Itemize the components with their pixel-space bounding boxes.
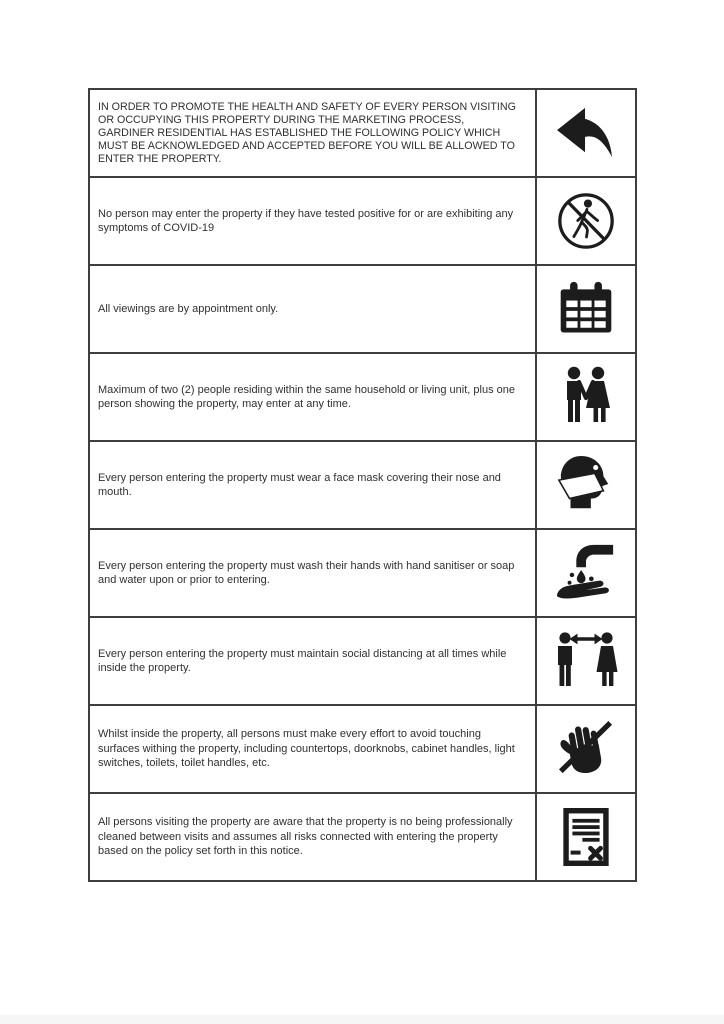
face-mask-icon <box>555 454 617 516</box>
policy-icon-cell <box>535 178 635 264</box>
hand-wash-icon <box>555 542 617 604</box>
policy-rule-text: Every person entering the property must wear a face mask covering their nose and mouth. <box>98 471 501 498</box>
policy-icon-cell <box>535 266 635 352</box>
policy-row-risk-notice <box>90 794 635 880</box>
policy-rule-text: All viewings are by appointment only. <box>98 302 279 315</box>
policy-icon-cell <box>535 442 635 528</box>
policy-row-appointments <box>90 266 635 354</box>
policy-rule-text: Whilst inside the property, all persons must make every effort to avoid touching surfaces withing the property, including countertops, doorknobs, cabinet handles, light switches, toilets, toilet handles, etc. <box>98 728 515 770</box>
policy-icon-cell <box>535 794 635 880</box>
calendar-icon <box>556 278 616 340</box>
no-touch-icon <box>555 718 617 780</box>
no-entry-walking-icon <box>555 190 617 252</box>
policy-row-no-touching <box>90 706 635 794</box>
policy-icon-cell <box>535 354 635 440</box>
policy-icon-cell <box>535 706 635 792</box>
policy-rule-text: Every person entering the property must maintain social distancing at all times while inside the property. <box>98 647 507 674</box>
policy-rule-text: Maximum of two (2) people residing within the same household or living unit, plus one person showing the property, may enter at any time. <box>98 383 515 410</box>
policy-icon-cell <box>535 618 635 704</box>
policy-row-intro <box>90 90 635 178</box>
policy-rule-text: All persons visiting the property are aware that the property is no being professionally cleaned between visits and assumes all risks connected with entering the property based on the policy set forth in this notice. <box>98 816 513 858</box>
policy-row-no-entry <box>90 178 635 266</box>
covid-policy-table <box>88 88 637 882</box>
policy-row-social-distancing <box>90 618 635 706</box>
policy-row-face-mask <box>90 442 635 530</box>
back-arrow-icon <box>555 106 617 160</box>
policy-rule-text: No person may enter the property if they have tested positive for or are exhibiting any symptoms of COVID-19 <box>98 207 514 234</box>
policy-document-icon <box>557 805 615 869</box>
scan-edge-shadow <box>0 1015 724 1024</box>
social-distance-icon <box>554 629 618 693</box>
policy-intro-text: IN ORDER TO PROMOTE THE HEALTH AND SAFETY OF EVERY PERSON VISITING OR OCCUPYING THIS PROPERTY DURING THE MARKETING PROCESS, GARDINER RESIDENTIAL HAS ESTABLISHED THE FOLLOWING POLICY WHICH MUST BE ACKNOWLEDGED AND ACCEPTED BEFORE YOU WILL BE ALLOWED TO ENTER THE PROPERTY. <box>98 100 516 165</box>
policy-rule-text: Every person entering the property must wash their hands with hand sanitiser or soap and water upon or prior to entering. <box>98 559 515 586</box>
policy-row-max-people <box>90 354 635 442</box>
policy-icon-cell <box>535 530 635 616</box>
couple-icon <box>557 364 615 430</box>
policy-row-hand-washing <box>90 530 635 618</box>
policy-icon-cell <box>535 90 635 176</box>
